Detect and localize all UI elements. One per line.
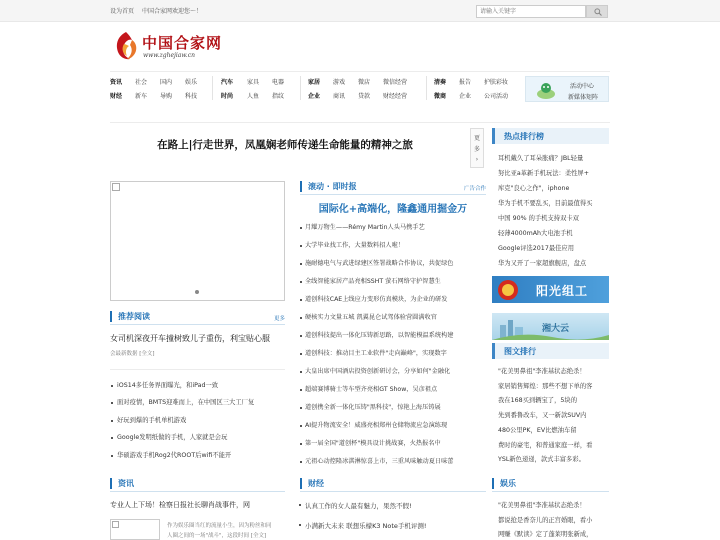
list-item[interactable]: 我在168买到辆宝了，5块的 <box>498 397 577 405</box>
party-emblem-icon <box>497 279 519 301</box>
logo-name: 中国合家网 <box>142 34 223 52</box>
nav-item[interactable]: 新车 <box>135 93 148 100</box>
pic-rank-header <box>492 343 609 359</box>
entertainment-title: 娱乐 <box>500 479 516 488</box>
nav-item[interactable]: 时尚 <box>221 93 234 100</box>
list-item[interactable]: 道创科技CAE上线应力变形仿真模块，为企业的研发 <box>300 291 486 309</box>
list-item[interactable]: 月耀万物生——Rémy Martin人头马携手艺 <box>300 219 486 237</box>
recommend-header <box>110 309 285 325</box>
finance-title: 财经 <box>308 479 324 488</box>
rolling-news-header <box>300 179 486 195</box>
list-item[interactable]: iOS14多任务界面曝光，和iPad一致 <box>110 377 290 394</box>
list-item[interactable]: 大学毕业找工作，大量数料招人啦！ <box>300 237 486 255</box>
recommend-headline[interactable]: 女司机深夜开车撞树致儿子重伤，利宝贴心服 <box>110 334 270 343</box>
list-item[interactable]: 华为又开了一家超旗舰店，盘点 <box>498 260 587 267</box>
list-item[interactable]: Google发明纸做的手机，人家就是会玩 <box>110 429 290 446</box>
nav-separator <box>212 76 213 100</box>
promo-line1: 活动中心 <box>570 83 595 90</box>
nav-item[interactable]: 护肤彩妆 <box>484 79 509 86</box>
header-bar <box>300 181 302 192</box>
entertainment-header <box>492 476 609 492</box>
divider <box>110 71 610 72</box>
news-summary: 作为娱乐圈当红的流量小生，因为粉丝和同 <box>167 523 272 529</box>
list-item[interactable]: 全线智能家居产品亮相SSHT 萤石网络守护智慧生 <box>300 273 486 291</box>
nav-item[interactable]: 娱乐 <box>185 79 198 86</box>
list-item[interactable]: 硬核实力文量五城 凯翼昆仑试驾体验营圆满收官 <box>300 309 486 327</box>
list-item[interactable]: 认真工作的女人最有魅力，果然不假! <box>298 496 486 516</box>
list-item[interactable]: 小满新大未来 联想乐檬K3 Note手机评测! <box>298 516 486 536</box>
nav-item[interactable]: 社会 <box>135 79 148 86</box>
list-item[interactable]: 轻薄4000mAh大电池手机 <box>498 230 573 237</box>
pic-rank-list <box>498 365 610 468</box>
list-item[interactable]: 好玩到爆的手机单机游戏 <box>110 412 290 429</box>
news-thumbnail[interactable] <box>110 519 160 540</box>
search-input[interactable] <box>477 6 585 17</box>
header-bar <box>110 478 112 489</box>
list-item[interactable]: 中国 90% 的手机支持双卡双 <box>498 215 579 222</box>
list-item[interactable]: 第一届全国"道创杯"模具设计挑战赛，火热报名中 <box>300 435 486 453</box>
list-item[interactable]: "花美男鼻祖"李准基状态绝杀！ <box>498 368 586 375</box>
header-bar <box>110 311 112 322</box>
logo-url: www.zghejiaw.cn <box>143 52 195 59</box>
list-item[interactable]: 道创科技：推动目主工业软件"走向巅峰"，实现数字 <box>300 345 486 363</box>
nav-item[interactable]: 资讯 <box>110 79 123 86</box>
nav-item[interactable]: 报告 <box>459 79 472 86</box>
nav-row-2 <box>110 91 530 103</box>
hot-rank-list <box>498 151 610 271</box>
promo-box[interactable] <box>525 76 609 102</box>
list-item[interactable]: 480公里PK，EV比燃油车留 <box>498 426 577 434</box>
top-bar <box>0 0 720 22</box>
cartoon-icon <box>534 80 558 100</box>
list-item[interactable]: 道创携全新一体化压铸"黑科技"，惊艳上海压铸展 <box>300 399 486 417</box>
pic-rank-title: 图文排行 <box>504 347 536 356</box>
list-item[interactable]: 耳机戴久了耳朵胀痛？JBL轻量 <box>498 155 584 162</box>
phoenix-logo-icon <box>112 30 140 62</box>
banner-label: 湘大云 <box>542 324 570 334</box>
divider <box>110 369 285 370</box>
search-box[interactable] <box>476 5 586 18</box>
nav-item[interactable]: 企业 <box>459 93 472 100</box>
list-item[interactable]: 施耐德电气与武进绿建区签署战略合作协议，共促绿色 <box>300 255 486 273</box>
list-item[interactable]: 努比亚a革新手机玩法：柔性屏+ <box>498 170 589 177</box>
nav-item[interactable]: 指纹 <box>272 93 285 100</box>
nav-item[interactable]: 导购 <box>160 93 173 100</box>
nav-row-1 <box>110 77 530 89</box>
set-home-link[interactable]: 设为首页 <box>110 8 135 15</box>
list-item[interactable]: 面对疫情，BMTS迎难而上，在中国区三大工厂复 <box>110 394 290 411</box>
nav-item[interactable]: 微商 <box>434 93 447 100</box>
nav-item[interactable]: 公司活动 <box>484 93 509 100</box>
nav-item[interactable]: 家居 <box>308 79 321 86</box>
list-item[interactable]: Google评选2017最佳应用 <box>498 245 575 252</box>
slideshow-image[interactable] <box>110 181 285 301</box>
list-item[interactable]: "花美男鼻祖"李准基状态绝杀！ <box>498 502 586 509</box>
list-item[interactable]: 华硕游戏手机Rog2代ROOT后wifi不能开 <box>110 447 290 464</box>
header-bar <box>300 478 302 489</box>
list-item[interactable]: AI提升物流安全！威盛亮相郑州仓储物流应急演练现 <box>300 417 486 435</box>
list-item[interactable]: 先到番鲁改车，又一新款SUV内 <box>498 412 587 420</box>
nav-item[interactable]: 汽车 <box>221 79 234 86</box>
news-summary-2: 人圈之间的一场"战斗"，这段时间 [全文] <box>167 533 267 539</box>
list-item[interactable]: 都说抢是香奈儿的正宫婚眼，看小 <box>498 516 593 524</box>
site-logo[interactable] <box>112 30 222 66</box>
banner-label: 阳光组工 <box>536 284 589 298</box>
slide-indicator-dot[interactable] <box>195 290 199 294</box>
nav-item[interactable]: 清奏 <box>434 79 447 86</box>
broken-image-icon <box>112 183 120 191</box>
header-bar <box>492 478 494 489</box>
nav-separator <box>426 76 427 100</box>
nav-item[interactable]: 企业 <box>308 93 321 100</box>
search-button[interactable] <box>586 5 608 18</box>
recommend-list <box>110 377 290 464</box>
nav-item[interactable]: 国内 <box>160 79 173 86</box>
list-item[interactable]: 家居销售辉煌：那些不想下单的客 <box>498 382 593 390</box>
nav-item[interactable]: 科技 <box>185 93 198 100</box>
divider <box>110 122 610 123</box>
finance-list <box>298 496 486 536</box>
nav-item[interactable]: 财经 <box>110 93 123 100</box>
entertainment-list <box>498 499 610 540</box>
promo-line2: 新媒体矩阵 <box>568 94 599 101</box>
nav-item[interactable]: 商讯 <box>333 93 346 100</box>
banner-sunshine[interactable] <box>492 276 609 303</box>
nav-item[interactable]: 游戏 <box>333 79 346 86</box>
list-item[interactable]: 网赚《默读》定了蓬莱明张新成， <box>498 531 593 538</box>
list-item[interactable]: 元祖心动控隆冰淇淋惊喜上市，三重风味触动夏日味蕾 <box>300 453 486 471</box>
nav-item[interactable]: 贷款 <box>358 93 371 100</box>
banner-city[interactable] <box>492 313 609 340</box>
list-item[interactable]: 超端赛博骑士等车型齐亮相GT Show，吴彦祖点 <box>300 381 486 399</box>
news-header <box>110 476 285 492</box>
hot-rank-title: 热点排行榜 <box>504 132 544 141</box>
list-item[interactable]: 库克"良心之作"，iphone <box>498 185 570 192</box>
list-item[interactable]: 道创科技提出一体化压铸新思路，以智能模温系统构建 <box>300 327 486 345</box>
nav-item[interactable]: 财经经营 <box>383 93 408 100</box>
top-links <box>110 6 208 15</box>
nav-item[interactable]: 家具 <box>247 79 260 86</box>
broken-image-icon <box>112 521 119 528</box>
more-tab[interactable] <box>470 128 484 168</box>
rolling-news-list <box>300 219 486 471</box>
search-icon <box>594 8 602 16</box>
rolling-news-title: 滚动 · 即时报 <box>308 182 357 191</box>
rolling-headline[interactable]: 国际化+高端化，隆鑫通用掘金万 <box>318 204 468 215</box>
list-item[interactable]: 华为手机不要乱买，目前最值得买 <box>498 200 593 207</box>
nav-item[interactable]: 微信经营 <box>383 79 408 86</box>
chevron-right-icon: › <box>475 156 479 163</box>
recommend-more-link[interactable]: 更多 <box>273 316 285 322</box>
list-item[interactable]: 大皇出席中国酒店投资创新研讨会，分享如何"金融化 <box>300 363 486 381</box>
finance-header <box>300 476 486 492</box>
nav-item[interactable]: 人鱼 <box>247 93 260 100</box>
news-headline[interactable]: 专业人上下场！检察日报社长聊肖战事件，网 <box>110 501 250 509</box>
nav-item[interactable]: 微店 <box>358 79 371 86</box>
hot-rank-header <box>492 128 609 144</box>
news-title: 资讯 <box>118 479 134 488</box>
list-item[interactable]: 费时的豪宅，和普通家庭一样，看 <box>498 441 593 449</box>
ad-cooperation-link[interactable]: 广告合作 <box>463 186 486 192</box>
top-headline[interactable]: 在路上|行走世界，凤凰娴老师传递生命能量的精神之旅 <box>157 139 413 151</box>
nav-item[interactable]: 电器 <box>272 79 285 86</box>
welcome-text: 中国合家网欢迎您～！ <box>141 8 202 15</box>
recommend-title: 推荐阅读 <box>118 312 150 321</box>
list-item[interactable]: YSL新色递递，款式丰富多彩。 <box>498 456 585 464</box>
nav-separator <box>300 76 301 100</box>
recommend-sub[interactable]: 会最新数据 [全文] <box>110 351 155 357</box>
more-tab-label: 更多 <box>473 135 480 153</box>
